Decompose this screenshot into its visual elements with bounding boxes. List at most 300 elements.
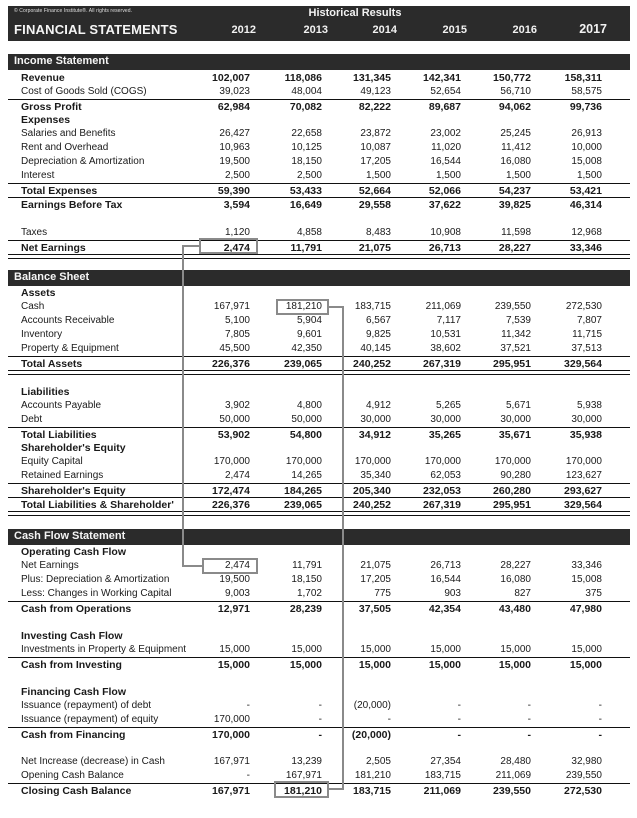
row-label: Total Expenses (21, 185, 98, 197)
link-connector (182, 245, 199, 247)
row-label: Interest (21, 170, 55, 181)
cell-value-2016: 94,062 (498, 101, 531, 113)
cell-value-2012: 170,000 (212, 729, 250, 741)
balance-sheet-section-header (8, 270, 630, 286)
closing-cash-2013-highlight (274, 781, 329, 798)
cell-value-2017: 272,530 (564, 785, 602, 797)
cell-value-2015: 89,687 (428, 101, 461, 113)
row-label: Total Liabilities & Shareholder' (21, 499, 174, 511)
cell-value-2016: 239,550 (494, 301, 531, 312)
cell-value-2015: 26,713 (430, 560, 461, 571)
cell-value-2013: 54,800 (289, 429, 322, 441)
cell-value-2016: 56,710 (500, 86, 531, 97)
cell-value-2012: 167,971 (213, 301, 250, 312)
cell-value-2016: 5,671 (505, 400, 531, 411)
cell-value-2015: 142,341 (423, 72, 461, 84)
row-label: Earnings Before Tax (21, 199, 123, 211)
row-label: Investing Cash Flow (21, 630, 123, 642)
year-header-2012: 2012 (231, 24, 256, 36)
cell-value-2017: 329,564 (564, 358, 602, 370)
table-row (8, 483, 630, 498)
cell-value-2017: 99,736 (569, 101, 602, 113)
table-row (8, 240, 630, 255)
row-label: Inventory (21, 329, 63, 340)
cell-value-2015: 16,544 (430, 156, 461, 167)
cell-value-2014: 4,912 (365, 400, 391, 411)
cell-value-2014: 17,205 (360, 574, 391, 585)
cell-value-2013: 48,004 (291, 86, 322, 97)
table-row (8, 713, 630, 727)
cell-value-2016: 16,080 (500, 156, 531, 167)
table-row (8, 385, 630, 399)
cell-value-2016: 54,237 (498, 185, 531, 197)
historical-results-label: Historical Results (308, 7, 402, 19)
cell-value-2012: 2,500 (224, 170, 250, 181)
cell-value-2012: 2,474 (224, 470, 250, 481)
cell-value-2017: 272,530 (565, 301, 602, 312)
cell-value-2014: (20,000) (351, 729, 391, 741)
cell-value-2017: 46,314 (569, 199, 602, 211)
cell-value-2012: 3,594 (223, 199, 250, 211)
cell-value-2015: 5,265 (435, 400, 461, 411)
cell-value-2012: 15,000 (217, 659, 250, 671)
cell-value-2016: 90,280 (500, 470, 531, 481)
cash-flow-section-header (8, 529, 630, 545)
cell-value-2014: 34,912 (358, 429, 391, 441)
cell-value-2017: 12,968 (571, 227, 602, 238)
table-row (8, 226, 630, 240)
cell-value-2017: 10,000 (571, 142, 602, 153)
cell-value-2015: 38,602 (430, 343, 461, 354)
table-row (8, 183, 630, 198)
cell-value-2014: 2,505 (365, 756, 391, 767)
cell-value-2013: 181,210 (284, 785, 322, 797)
cell-value-2014: 82,222 (358, 101, 391, 113)
table-row (8, 441, 630, 455)
cell-value-2017: 32,980 (571, 756, 602, 767)
cell-value-2014: 240,252 (353, 499, 391, 511)
cell-value-2012: 226,376 (212, 499, 250, 511)
row-label: Financing Cash Flow (21, 686, 127, 698)
cell-value-2014: 183,715 (354, 301, 391, 312)
row-label: Accounts Payable (21, 400, 102, 411)
cell-value-2013: 181,210 (285, 301, 322, 312)
row-label: Cash from Investing (21, 659, 122, 671)
cell-value-2012: 2,474 (223, 242, 250, 254)
cell-value-2015: 62,053 (430, 470, 461, 481)
row-label: Cash from Operations (21, 603, 132, 615)
row-label: Depreciation & Amortization (21, 156, 145, 167)
cell-value-2016: 28,227 (498, 242, 531, 254)
cell-value-2012: 170,000 (213, 456, 250, 467)
cell-value-2013: - (318, 700, 322, 711)
cell-value-2013: 4,858 (296, 227, 322, 238)
cell-value-2013: - (318, 714, 322, 725)
row-label: Equity Capital (21, 456, 83, 467)
table-row (8, 127, 630, 141)
cell-value-2015: 27,354 (430, 756, 461, 767)
cell-value-2012: 3,902 (224, 400, 250, 411)
net-earnings-2012-highlight (199, 238, 258, 254)
cell-value-2013: 42,350 (291, 343, 322, 354)
row-label: Closing Cash Balance (21, 785, 132, 797)
cell-value-2013: 11,791 (290, 242, 322, 254)
table-row (8, 699, 630, 713)
cell-value-2015: 42,354 (428, 603, 461, 615)
cell-value-2012: 167,971 (213, 756, 250, 767)
cash-2013-highlight (276, 299, 329, 315)
cell-value-2014: 9,825 (365, 329, 391, 340)
cell-value-2013: 28,239 (289, 603, 322, 615)
table-row (8, 685, 630, 699)
table-row (8, 755, 630, 769)
table-row (8, 342, 630, 356)
cell-value-2013: 239,065 (284, 358, 322, 370)
cell-value-2013: 15,000 (291, 644, 322, 655)
table-row (8, 573, 630, 587)
row-label: Debt (21, 414, 43, 425)
table-row (8, 455, 630, 469)
row-label: Shareholder's Equity (21, 485, 126, 497)
income-statement-section-header (8, 54, 630, 70)
cell-value-2017: 47,980 (569, 603, 602, 615)
row-label: Investments in Property & Equipment (21, 644, 187, 655)
row-label: Liabilities (21, 386, 70, 398)
cell-value-2015: - (457, 700, 461, 711)
row-label: Gross Profit (21, 101, 82, 113)
cell-value-2013: 167,971 (285, 770, 322, 781)
cell-value-2014: 30,000 (360, 414, 391, 425)
cell-value-2017: 15,000 (569, 659, 602, 671)
cell-value-2017: 35,938 (569, 429, 602, 441)
cell-value-2012: 170,000 (213, 714, 250, 725)
cell-value-2017: 7,807 (576, 315, 602, 326)
row-label: Net Increase (decrease) in Cash (21, 756, 165, 767)
cell-value-2014: 35,340 (360, 470, 391, 481)
cell-value-2014: 23,872 (360, 128, 391, 139)
cell-value-2015: - (457, 714, 461, 725)
cell-value-2014: 49,123 (360, 86, 391, 97)
table-row (8, 469, 630, 483)
cell-value-2015: 7,117 (436, 315, 461, 326)
cell-value-2013: 15,000 (289, 659, 322, 671)
cell-value-2012: 7,805 (224, 329, 250, 340)
cell-value-2015: 16,544 (430, 574, 461, 585)
cell-value-2015: 232,053 (423, 485, 461, 497)
row-label: Property & Equipment (21, 343, 119, 354)
cell-value-2017: 375 (585, 588, 602, 599)
cell-value-2012: 19,500 (219, 156, 250, 167)
row-label: Revenue (21, 72, 65, 84)
cell-value-2016: 43,480 (498, 603, 531, 615)
row-label: Operating Cash Flow (21, 546, 127, 558)
cell-value-2017: 1,500 (576, 170, 602, 181)
cf-net-earnings-2012-highlight (202, 558, 258, 574)
cell-value-2016: 15,000 (498, 659, 531, 671)
cell-value-2015: 52,066 (428, 185, 461, 197)
cell-value-2013: 184,265 (284, 485, 322, 497)
cell-value-2012: 50,000 (219, 414, 250, 425)
page-title: FINANCIAL STATEMENTS (14, 22, 178, 37)
cell-value-2017: 170,000 (565, 456, 602, 467)
cell-value-2016: 11,412 (501, 142, 531, 153)
cell-value-2012: 1,120 (224, 227, 250, 238)
cell-value-2016: 28,227 (500, 560, 531, 571)
cell-value-2015: 52,654 (430, 86, 461, 97)
cell-value-2012: 2,474 (224, 560, 250, 571)
cell-value-2013: 13,239 (291, 756, 322, 767)
table-row (8, 629, 630, 643)
cell-value-2017: 15,008 (571, 574, 602, 585)
cell-value-2014: - (387, 714, 391, 725)
cell-value-2017: 33,346 (569, 242, 602, 254)
cell-value-2012: 19,500 (219, 574, 250, 585)
cell-value-2016: 170,000 (494, 456, 531, 467)
cell-value-2016: 39,825 (498, 199, 531, 211)
cell-value-2015: 15,000 (430, 644, 461, 655)
cell-value-2014: 170,000 (354, 456, 391, 467)
table-row (8, 727, 630, 742)
cell-value-2012: 59,390 (217, 185, 250, 197)
row-label: Retained Earnings (21, 470, 104, 481)
cell-value-2017: 15,008 (571, 156, 602, 167)
table-row (8, 399, 630, 413)
copyright-notice: © Corporate Finance Institute®. All rights reserved. (14, 8, 133, 14)
cell-value-2016: 827 (514, 588, 531, 599)
table-row (8, 71, 630, 85)
cell-value-2013: 118,086 (284, 72, 322, 84)
table-row (8, 286, 630, 300)
double-underline (8, 254, 630, 259)
cell-value-2017: 11,715 (572, 329, 602, 340)
table-row (8, 601, 630, 616)
cell-value-2017: 158,311 (564, 72, 602, 84)
table-row (8, 328, 630, 342)
cell-value-2017: 239,550 (565, 770, 602, 781)
link-connector (182, 565, 202, 567)
cell-value-2012: 9,003 (224, 588, 250, 599)
cell-value-2013: 9,601 (296, 329, 322, 340)
cell-value-2016: 239,550 (493, 785, 531, 797)
cell-value-2014: (20,000) (353, 700, 391, 711)
cell-value-2012: 39,023 (219, 86, 250, 97)
cell-value-2013: - (318, 729, 322, 741)
cell-value-2014: 15,000 (360, 644, 391, 655)
cell-value-2015: 183,715 (424, 770, 461, 781)
cell-value-2013: 11,791 (292, 560, 322, 571)
row-label: Cost of Goods Sold (COGS) (21, 86, 147, 97)
table-row (8, 356, 630, 371)
cell-value-2012: 167,971 (212, 785, 250, 797)
cell-value-2016: 11,598 (501, 227, 531, 238)
cell-value-2014: 17,205 (360, 156, 391, 167)
cell-value-2016: 260,280 (493, 485, 531, 497)
cell-value-2014: 181,210 (354, 770, 391, 781)
cell-value-2015: 23,002 (430, 128, 461, 139)
table-row (8, 643, 630, 657)
table-row (8, 559, 630, 573)
cell-value-2017: 293,627 (564, 485, 602, 497)
cell-value-2012: 102,007 (212, 72, 250, 84)
cell-value-2014: 1,500 (365, 170, 391, 181)
year-header-2013: 2013 (303, 24, 328, 36)
cell-value-2012: - (246, 700, 250, 711)
year-header-2017: 2017 (579, 22, 607, 36)
row-label: Issuance (repayment) of debt (21, 700, 152, 711)
cell-value-2013: 239,065 (284, 499, 322, 511)
cell-value-2015: 211,069 (423, 785, 461, 797)
table-row (8, 497, 630, 512)
cell-value-2015: 211,069 (425, 301, 461, 312)
cell-value-2016: 16,080 (500, 574, 531, 585)
cell-value-2017: 5,938 (576, 400, 602, 411)
row-label: Opening Cash Balance (21, 770, 124, 781)
cell-value-2017: - (598, 700, 602, 711)
row-label: Shareholder's Equity (21, 442, 126, 454)
cell-value-2012: 12,971 (217, 603, 250, 615)
cell-value-2014: 21,075 (358, 242, 391, 254)
cell-value-2017: 329,564 (564, 499, 602, 511)
cell-value-2012: 10,963 (219, 142, 250, 153)
table-row (8, 141, 630, 155)
table-row (8, 85, 630, 99)
cell-value-2015: 267,319 (423, 499, 461, 511)
cell-value-2014: 15,000 (358, 659, 391, 671)
row-label: Net Earnings (21, 242, 86, 254)
cell-value-2015: 903 (444, 588, 461, 599)
cell-value-2016: 1,500 (505, 170, 531, 181)
double-underline (8, 370, 630, 375)
cell-value-2013: 18,150 (291, 156, 322, 167)
cell-value-2016: 295,951 (493, 499, 531, 511)
cell-value-2017: 26,913 (571, 128, 602, 139)
cell-value-2015: 170,000 (424, 456, 461, 467)
cell-value-2012: 26,427 (219, 128, 250, 139)
table-row (8, 413, 630, 427)
table-row (8, 113, 630, 127)
section-title: Balance Sheet (14, 271, 90, 283)
cell-value-2015: 15,000 (428, 659, 461, 671)
row-label: Total Liabilities (21, 429, 97, 441)
cell-value-2013: 50,000 (291, 414, 322, 425)
table-row (8, 314, 630, 328)
cell-value-2013: 5,904 (296, 315, 322, 326)
cell-value-2015: 26,713 (428, 242, 461, 254)
cell-value-2013: 10,125 (291, 142, 322, 153)
cell-value-2013: 4,800 (296, 400, 322, 411)
cell-value-2015: 37,622 (428, 199, 461, 211)
cell-value-2014: 37,505 (358, 603, 391, 615)
cell-value-2015: 11,020 (431, 142, 461, 153)
cell-value-2016: - (527, 700, 531, 711)
cell-value-2012: 5,100 (224, 315, 250, 326)
row-label: Cash (21, 301, 45, 312)
cell-value-2017: - (598, 714, 602, 725)
cell-value-2012: 172,474 (212, 485, 250, 497)
row-label: Expenses (21, 114, 71, 126)
table-row (8, 427, 630, 442)
cell-value-2013: 16,649 (289, 199, 322, 211)
double-underline (8, 511, 630, 516)
cell-value-2015: 1,500 (435, 170, 461, 181)
cell-value-2016: 25,245 (500, 128, 531, 139)
table-row (8, 99, 630, 114)
cell-value-2015: 30,000 (430, 414, 461, 425)
row-label: Less: Changes in Working Capital (21, 588, 172, 599)
cell-value-2016: 295,951 (493, 358, 531, 370)
row-label: Issuance (repayment) of equity (21, 714, 159, 725)
cell-value-2012: 53,902 (217, 429, 250, 441)
row-label: Net Earnings (21, 560, 79, 571)
table-row (8, 169, 630, 183)
cell-value-2016: 35,671 (498, 429, 531, 441)
cell-value-2013: 22,658 (291, 128, 322, 139)
section-title: Cash Flow Statement (14, 530, 126, 542)
cell-value-2015: 10,531 (430, 329, 461, 340)
cell-value-2016: - (527, 729, 531, 741)
cell-value-2014: 183,715 (353, 785, 391, 797)
cell-value-2014: 775 (374, 588, 391, 599)
cell-value-2017: - (598, 729, 602, 741)
row-label: Assets (21, 287, 56, 299)
cell-value-2013: 170,000 (285, 456, 322, 467)
cell-value-2013: 70,082 (289, 101, 322, 113)
cell-value-2016: 7,539 (505, 315, 531, 326)
cell-value-2014: 29,558 (358, 199, 391, 211)
cell-value-2014: 240,252 (353, 358, 391, 370)
cell-value-2016: 11,342 (501, 329, 531, 340)
cell-value-2014: 6,567 (365, 315, 391, 326)
row-label: Accounts Receivable (21, 315, 115, 326)
row-label: Taxes (21, 227, 48, 238)
cell-value-2012: 62,984 (217, 101, 250, 113)
cell-value-2016: - (527, 714, 531, 725)
cell-value-2013: 53,433 (289, 185, 322, 197)
cell-value-2017: 123,627 (565, 470, 602, 481)
table-row (8, 587, 630, 601)
cell-value-2013: 18,150 (291, 574, 322, 585)
cell-value-2014: 10,087 (360, 142, 391, 153)
year-header-2016: 2016 (512, 24, 537, 36)
cell-value-2012: - (246, 770, 250, 781)
cell-value-2017: 58,575 (571, 86, 602, 97)
row-label: Cash from Financing (21, 729, 126, 741)
cell-value-2016: 150,772 (493, 72, 531, 84)
table-row (8, 197, 630, 212)
row-label: Salaries and Benefits (21, 128, 116, 139)
link-connector (342, 306, 344, 790)
cell-value-2017: 30,000 (571, 414, 602, 425)
link-connector (329, 788, 344, 790)
cell-value-2012: 226,376 (212, 358, 250, 370)
section-title: Income Statement (14, 55, 109, 67)
cell-value-2013: 14,265 (291, 470, 322, 481)
cell-value-2015: 267,319 (423, 358, 461, 370)
cell-value-2016: 15,000 (500, 644, 531, 655)
link-connector (182, 245, 184, 567)
cell-value-2016: 37,521 (500, 343, 531, 354)
cell-value-2016: 211,069 (495, 770, 531, 781)
cell-value-2013: 2,500 (296, 170, 322, 181)
row-label: Total Assets (21, 358, 83, 370)
table-row (8, 545, 630, 559)
table-row (8, 155, 630, 169)
cell-value-2014: 131,345 (353, 72, 391, 84)
cell-value-2017: 37,513 (571, 343, 602, 354)
cell-value-2013: 1,702 (296, 588, 322, 599)
cell-value-2015: 35,265 (428, 429, 461, 441)
year-header-2014: 2014 (372, 24, 397, 36)
